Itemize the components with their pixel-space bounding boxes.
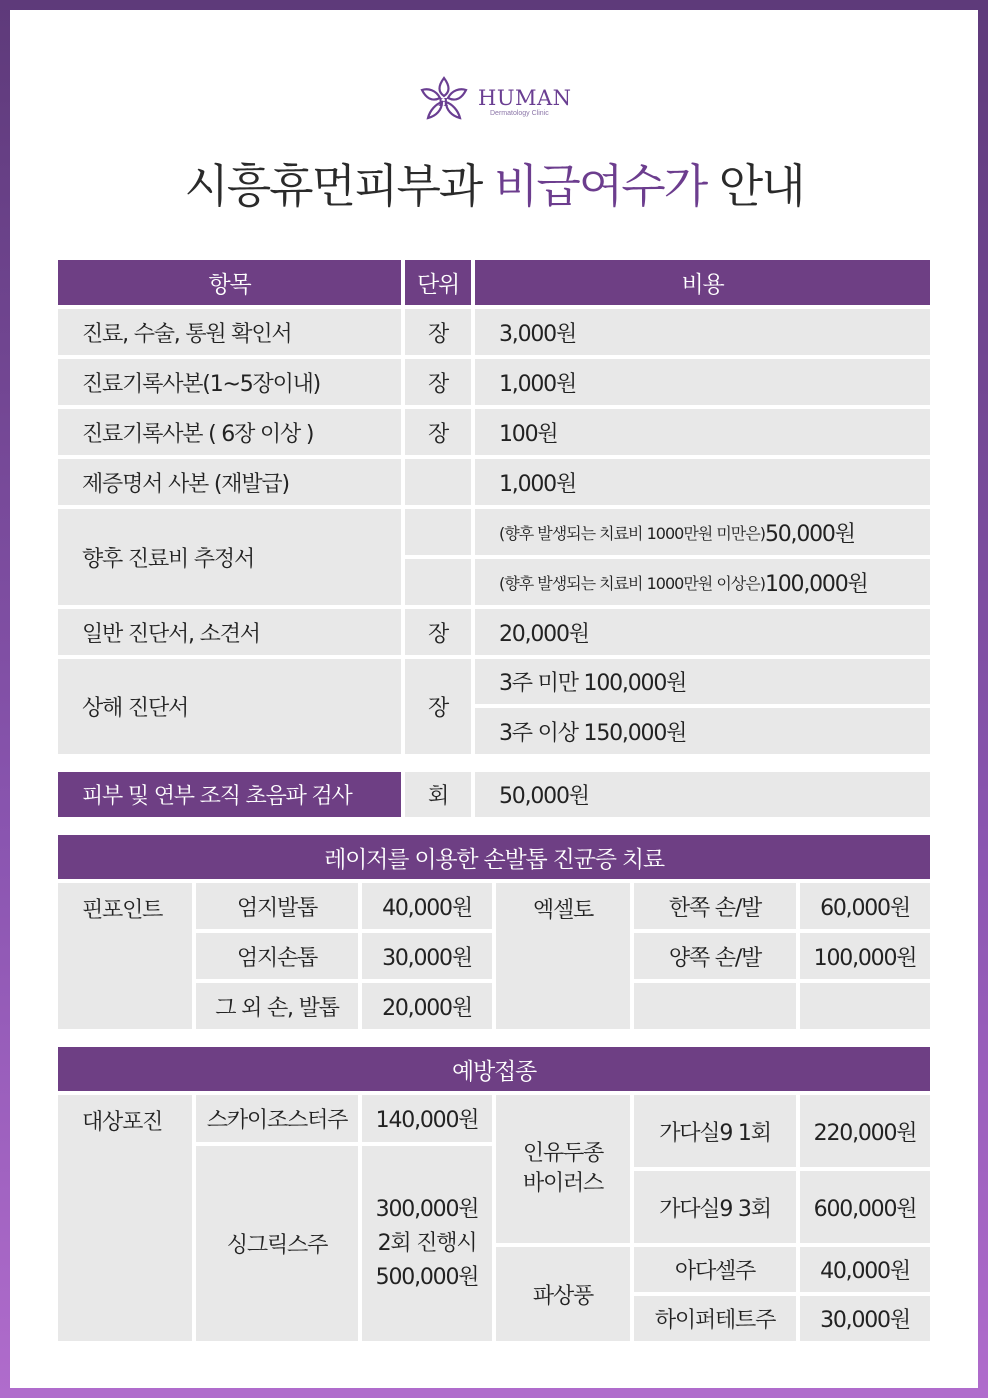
shingrix-price1: 300,000원 bbox=[375, 1196, 479, 1222]
logo-name: HUMAN bbox=[478, 86, 572, 110]
estimate-note: (향후 발생되는 치료비 1000만원 미만은) bbox=[499, 523, 765, 543]
estimate-note: (향후 발생되는 치료비 1000만원 이상은) bbox=[499, 573, 765, 593]
fee-item: 제증명서 사본 (재발급) bbox=[58, 459, 401, 505]
laser-price: 30,000원 bbox=[362, 933, 492, 979]
fee-cost: 3,000원 bbox=[475, 309, 930, 355]
general-cost: 20,000원 bbox=[475, 609, 930, 655]
hpv-name-line2: 바이러스 bbox=[522, 1171, 604, 1196]
hpv-name bbox=[496, 1095, 630, 1243]
fee-unit: 장 bbox=[405, 359, 471, 405]
laser-part: 한쪽 손/발 bbox=[634, 883, 796, 929]
laser-part: 엄지발톱 bbox=[196, 883, 358, 929]
tetanus-name: 파상풍 bbox=[496, 1247, 630, 1341]
skyzoster-price: 140,000원 bbox=[362, 1095, 492, 1142]
skyzoster-name: 스카이조스터주 bbox=[196, 1095, 358, 1142]
tetanus-price: 30,000원 bbox=[800, 1296, 930, 1341]
title-highlight: 비급여수가 bbox=[494, 159, 707, 213]
title-part2: 안내 bbox=[706, 159, 804, 213]
shingrix-price bbox=[362, 1146, 492, 1341]
estimate-cost bbox=[475, 509, 930, 555]
laser-part: 양쪽 손/발 bbox=[634, 933, 796, 979]
svg-text:H: H bbox=[438, 96, 449, 109]
laser-part: 엄지손톱 bbox=[196, 933, 358, 979]
fee-unit: 장 bbox=[405, 409, 471, 455]
estimate-cost bbox=[475, 559, 930, 605]
orchid-flower-icon bbox=[418, 74, 470, 124]
logo-subtitle: Dermatology Clinic bbox=[490, 110, 549, 117]
header-cost: 비용 bbox=[475, 260, 930, 305]
hpv-name-line1: 인유두종 bbox=[522, 1141, 604, 1166]
injury-item: 상해 진단서 bbox=[58, 659, 401, 754]
ultrasound-unit: 회 bbox=[405, 772, 471, 817]
fee-unit: 장 bbox=[405, 309, 471, 355]
laser-price-blank bbox=[800, 983, 930, 1029]
estimate-amount: 100,000원 bbox=[764, 571, 868, 597]
excelto-name: 엑셀토 bbox=[496, 883, 630, 1029]
laser-section-title: 레이저를 이용한 손발톱 진균증 치료 bbox=[58, 835, 930, 879]
tetanus-vaccine: 아다셀주 bbox=[634, 1247, 796, 1292]
shingrix-name: 싱그릭스주 bbox=[196, 1146, 358, 1341]
laser-price: 100,000원 bbox=[800, 933, 930, 979]
general-unit: 장 bbox=[405, 609, 471, 655]
estimate-unit-blank bbox=[405, 559, 471, 605]
laser-part-blank bbox=[634, 983, 796, 1029]
vaccine-section-title: 예방접종 bbox=[58, 1047, 930, 1091]
fee-cost: 100원 bbox=[475, 409, 930, 455]
hpv-price: 220,000원 bbox=[800, 1095, 930, 1167]
title-part1: 시흥휴먼피부과 bbox=[184, 159, 494, 213]
fee-item: 진료, 수술, 통원 확인서 bbox=[58, 309, 401, 355]
ultrasound-item: 피부 및 연부 조직 초음파 검사 bbox=[58, 772, 401, 817]
tetanus-price: 40,000원 bbox=[800, 1247, 930, 1292]
shingrix-price2: 2회 진행시 bbox=[377, 1230, 477, 1256]
hpv-price: 600,000원 bbox=[800, 1171, 930, 1243]
estimate-item: 향후 진료비 추정서 bbox=[58, 509, 401, 605]
fee-item: 진료기록사본 ( 6장 이상 ) bbox=[58, 409, 401, 455]
hpv-dose: 가다실9 3회 bbox=[634, 1171, 796, 1243]
laser-price: 40,000원 bbox=[362, 883, 492, 929]
shingrix-price3: 500,000원 bbox=[375, 1264, 479, 1290]
ultrasound-cost: 50,000원 bbox=[475, 772, 930, 817]
zoster-name: 대상포진 bbox=[58, 1095, 192, 1341]
estimate-unit bbox=[405, 509, 471, 555]
injury-cost: 3주 이상 150,000원 bbox=[475, 708, 930, 754]
header-item: 항목 bbox=[58, 260, 401, 305]
page-title bbox=[0, 150, 988, 216]
header-unit: 단위 bbox=[405, 260, 471, 305]
injury-cost: 3주 미만 100,000원 bbox=[475, 659, 930, 704]
clinic-logo bbox=[418, 74, 578, 124]
fee-item: 진료기록사본(1~5장이내) bbox=[58, 359, 401, 405]
laser-price: 20,000원 bbox=[362, 983, 492, 1029]
estimate-amount: 50,000원 bbox=[764, 521, 855, 547]
general-item: 일반 진단서, 소견서 bbox=[58, 609, 401, 655]
fee-cost: 1,000원 bbox=[475, 459, 930, 505]
hpv-dose: 가다실9 1회 bbox=[634, 1095, 796, 1167]
laser-price: 60,000원 bbox=[800, 883, 930, 929]
pinpoint-name: 핀포인트 bbox=[58, 883, 192, 1029]
fee-cost: 1,000원 bbox=[475, 359, 930, 405]
tetanus-vaccine: 하이퍼테트주 bbox=[634, 1296, 796, 1341]
injury-unit: 장 bbox=[405, 659, 471, 754]
laser-part: 그 외 손, 발톱 bbox=[196, 983, 358, 1029]
fee-unit bbox=[405, 459, 471, 505]
